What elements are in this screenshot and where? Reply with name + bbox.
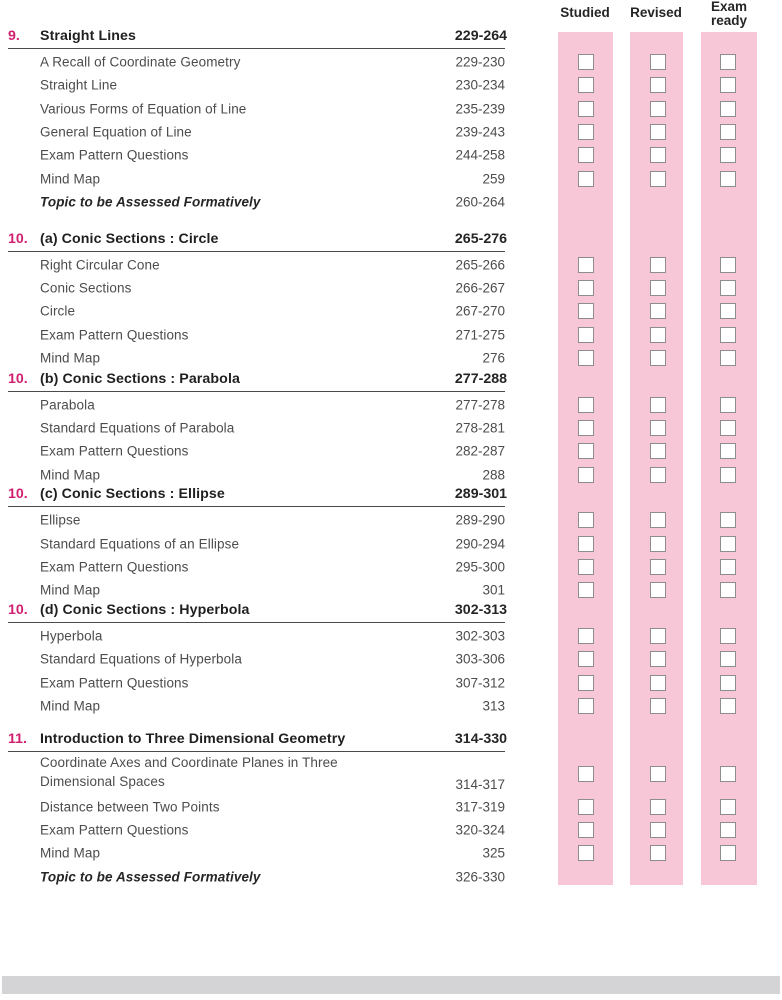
studied-checkbox[interactable]: [578, 303, 594, 319]
item-title: General Equation of Line: [40, 124, 192, 140]
revised-checkbox[interactable]: [650, 582, 666, 598]
toc-item-row: [0, 440, 782, 463]
item-pages: 239-243: [455, 124, 505, 140]
item-title: Circle: [40, 303, 76, 319]
item-pages: 230-234: [455, 77, 505, 93]
studied-checkbox[interactable]: [578, 512, 594, 528]
item-title: Mind Map: [40, 698, 101, 714]
revised-checkbox[interactable]: [650, 443, 666, 459]
item-pages: 276: [482, 350, 505, 366]
section-title: (c) Conic Sections : Ellipse: [40, 486, 225, 503]
item-title: Exam Pattern Questions: [40, 559, 189, 575]
exam-ready-checkbox[interactable]: [720, 628, 736, 644]
revised-checkbox[interactable]: [650, 77, 666, 93]
section-items: [0, 392, 782, 487]
toc-section: [0, 486, 782, 602]
studied-checkbox[interactable]: [578, 822, 594, 838]
revised-checkbox[interactable]: [650, 327, 666, 343]
toc-item-row: [0, 463, 782, 486]
column-header-revised: Revised: [630, 5, 682, 20]
revised-checkbox[interactable]: [650, 54, 666, 70]
item-title: Hyperbola: [40, 628, 103, 644]
section-number: 10.: [8, 601, 28, 618]
section-header-row: [8, 28, 505, 49]
revised-checkbox[interactable]: [650, 512, 666, 528]
revised-checkbox[interactable]: [650, 536, 666, 552]
toc-item-row: [0, 51, 782, 74]
toc-item-row: [0, 795, 782, 818]
section-header-row: [8, 231, 505, 252]
item-pages: 259: [482, 171, 505, 187]
studied-checkbox[interactable]: [578, 257, 594, 273]
item-title: Parabola: [40, 397, 95, 413]
section-header-row: [8, 486, 505, 507]
revised-checkbox[interactable]: [650, 822, 666, 838]
studied-checkbox[interactable]: [578, 845, 594, 861]
item-pages: 244-258: [455, 147, 505, 163]
studied-checkbox[interactable]: [578, 350, 594, 366]
section-pages: 229-264: [454, 28, 507, 44]
exam-ready-checkbox[interactable]: [720, 443, 736, 459]
section-number: 11.: [8, 730, 27, 747]
item-pages: 271-275: [455, 327, 505, 343]
item-pages: 289-290: [455, 512, 505, 528]
revised-checkbox[interactable]: [650, 698, 666, 714]
item-pages: 277-278: [455, 397, 505, 413]
item-pages: 266-267: [455, 280, 505, 296]
toc-item-row: [0, 416, 782, 439]
exam-ready-checkbox[interactable]: [720, 845, 736, 861]
toc-item-row: [0, 167, 782, 190]
item-title: Exam Pattern Questions: [40, 147, 189, 163]
exam-ready-checkbox[interactable]: [720, 54, 736, 70]
revised-checkbox[interactable]: [650, 101, 666, 117]
studied-checkbox[interactable]: [578, 766, 594, 782]
studied-checkbox[interactable]: [578, 628, 594, 644]
toc-section: [0, 28, 782, 214]
studied-checkbox[interactable]: [578, 101, 594, 117]
section-items: [0, 507, 782, 602]
item-title: Mind Map: [40, 350, 101, 366]
item-pages: 235-239: [455, 101, 505, 117]
exam-ready-checkbox[interactable]: [720, 327, 736, 343]
revised-checkbox[interactable]: [650, 467, 666, 483]
revised-checkbox[interactable]: [650, 845, 666, 861]
exam-ready-checkbox[interactable]: [720, 171, 736, 187]
footer-gray-bar: [2, 976, 780, 994]
studied-checkbox[interactable]: [578, 559, 594, 575]
studied-checkbox[interactable]: [578, 443, 594, 459]
toc-section: [0, 371, 782, 487]
toc-item-row: [0, 624, 782, 647]
exam-ready-checkbox[interactable]: [720, 280, 736, 296]
item-pages: 278-281: [455, 420, 505, 436]
item-pages: 302-303: [455, 628, 505, 644]
exam-ready-checkbox[interactable]: [720, 397, 736, 413]
exam-ready-checkbox[interactable]: [720, 420, 736, 436]
revised-checkbox[interactable]: [650, 257, 666, 273]
studied-checkbox[interactable]: [578, 327, 594, 343]
item-title: Mind Map: [40, 171, 101, 187]
section-pages: 265-276: [454, 230, 507, 247]
section-pages: 314-330: [454, 730, 507, 747]
exam-ready-checkbox[interactable]: [720, 257, 736, 273]
studied-checkbox[interactable]: [578, 420, 594, 436]
studied-checkbox[interactable]: [578, 467, 594, 483]
exam-ready-checkbox[interactable]: [720, 467, 736, 483]
toc-item-row: [0, 509, 782, 532]
toc-item-row: [0, 253, 782, 276]
revised-checkbox[interactable]: [650, 766, 666, 782]
item-pages: 313: [482, 698, 505, 714]
section-number: 10.: [8, 370, 28, 387]
toc-item-row: [0, 694, 782, 717]
exam-ready-checkbox[interactable]: [720, 559, 736, 575]
item-pages: 282-287: [455, 443, 505, 459]
toc-item-row: [0, 818, 782, 841]
toc-item-row: [0, 865, 782, 888]
section-items: [0, 752, 782, 889]
exam-ready-checkbox[interactable]: [720, 766, 736, 782]
revised-checkbox[interactable]: [650, 559, 666, 575]
revised-checkbox[interactable]: [650, 675, 666, 691]
item-title: Standard Equations of Parabola: [40, 420, 235, 436]
item-pages: 320-324: [455, 822, 505, 838]
item-title: Exam Pattern Questions: [40, 822, 189, 838]
toc-item-row: [0, 97, 782, 120]
exam-ready-checkbox[interactable]: [720, 651, 736, 667]
studied-checkbox[interactable]: [578, 651, 594, 667]
item-title: Topic to be Assessed Formatively: [40, 869, 261, 885]
item-title: Mind Map: [40, 845, 101, 861]
item-pages: 326-330: [455, 869, 505, 885]
toc-item-row: [0, 648, 782, 671]
section-items: [0, 252, 782, 370]
toc-item-row: [0, 671, 782, 694]
section-title: (d) Conic Sections : Hyperbola: [40, 601, 250, 618]
section-number: 9.: [8, 28, 20, 44]
item-title: Mind Map: [40, 582, 101, 598]
item-title: Various Forms of Equation of Line: [40, 101, 247, 117]
item-pages: 301: [482, 582, 505, 598]
exam-ready-checkbox[interactable]: [720, 147, 736, 163]
revised-checkbox[interactable]: [650, 124, 666, 140]
section-header-row: [8, 731, 505, 752]
studied-checkbox[interactable]: [578, 77, 594, 93]
exam-ready-checkbox[interactable]: [720, 582, 736, 598]
revised-checkbox[interactable]: [650, 171, 666, 187]
section-number: 10.: [8, 230, 28, 247]
revised-checkbox[interactable]: [650, 147, 666, 163]
toc-item-row: [0, 346, 782, 369]
studied-checkbox[interactable]: [578, 799, 594, 815]
toc-section: [0, 231, 782, 370]
toc-sections: [0, 28, 782, 888]
studied-checkbox[interactable]: [578, 54, 594, 70]
revised-checkbox[interactable]: [650, 350, 666, 366]
exam-ready-checkbox[interactable]: [720, 799, 736, 815]
item-pages: 267-270: [455, 303, 505, 319]
revised-checkbox[interactable]: [650, 628, 666, 644]
section-header-row: [8, 602, 505, 623]
exam-ready-checkbox[interactable]: [720, 698, 736, 714]
studied-checkbox[interactable]: [578, 171, 594, 187]
toc-item-row: [0, 74, 782, 97]
item-pages: 303-306: [455, 651, 505, 667]
item-pages: 295-300: [455, 559, 505, 575]
section-title: (a) Conic Sections : Circle: [40, 230, 219, 247]
item-title: Topic to be Assessed Formatively: [40, 194, 261, 210]
item-title: Straight Line: [40, 77, 118, 93]
studied-checkbox[interactable]: [578, 675, 594, 691]
item-pages: 307-312: [455, 675, 505, 691]
exam-ready-checkbox[interactable]: [720, 350, 736, 366]
revised-checkbox[interactable]: [650, 280, 666, 296]
toc-section: [0, 731, 782, 889]
item-title: Standard Equations of an Ellipse: [40, 536, 240, 552]
exam-ready-checkbox[interactable]: [720, 124, 736, 140]
item-title: Conic Sections: [40, 280, 132, 296]
revised-checkbox[interactable]: [650, 303, 666, 319]
studied-checkbox[interactable]: [578, 280, 594, 296]
section-title: Straight Lines: [40, 28, 136, 44]
item-pages: 265-266: [455, 257, 505, 273]
column-header-exam-ready: Exam ready: [710, 0, 748, 28]
revised-checkbox[interactable]: [650, 420, 666, 436]
section-items: [0, 623, 782, 718]
toc-item-row: [0, 300, 782, 323]
studied-checkbox[interactable]: [578, 147, 594, 163]
toc-item-row: [0, 842, 782, 865]
item-title: Distance between Two Points: [40, 799, 220, 815]
toc-section: [0, 602, 782, 718]
toc-item-row: [0, 753, 782, 795]
item-title: Ellipse: [40, 512, 81, 528]
exam-ready-checkbox[interactable]: [720, 512, 736, 528]
toc-item-row: [0, 144, 782, 167]
section-header-row: [8, 371, 505, 392]
item-pages: 317-319: [455, 799, 505, 815]
item-pages: 260-264: [455, 194, 505, 210]
exam-ready-checkbox[interactable]: [720, 675, 736, 691]
exam-ready-checkbox[interactable]: [720, 822, 736, 838]
item-title: Coordinate Axes and Coordinate Planes in Three Dimensional Spaces: [40, 755, 338, 789]
item-pages: 229-230: [455, 54, 505, 70]
item-pages: 290-294: [455, 536, 505, 552]
item-title: Standard Equations of Hyperbola: [40, 651, 242, 667]
section-items: [0, 49, 782, 214]
toc-item-row: [0, 532, 782, 555]
studied-checkbox[interactable]: [578, 582, 594, 598]
revised-checkbox[interactable]: [650, 651, 666, 667]
item-title: Exam Pattern Questions: [40, 675, 189, 691]
toc-item-row: [0, 323, 782, 346]
exam-ready-checkbox[interactable]: [720, 77, 736, 93]
item-pages: 325: [482, 845, 505, 861]
studied-checkbox[interactable]: [578, 124, 594, 140]
studied-checkbox[interactable]: [578, 698, 594, 714]
section-pages: 289-301: [454, 486, 507, 503]
toc-item-row: [0, 120, 782, 143]
section-pages: 277-288: [454, 370, 507, 387]
exam-ready-checkbox[interactable]: [720, 303, 736, 319]
studied-checkbox[interactable]: [578, 536, 594, 552]
toc-item-row: [0, 276, 782, 299]
item-title: Exam Pattern Questions: [40, 443, 189, 459]
item-pages: 288: [482, 467, 505, 483]
item-pages: 314-317: [455, 777, 505, 793]
section-title: (b) Conic Sections : Parabola: [40, 370, 240, 387]
item-title: Exam Pattern Questions: [40, 327, 189, 343]
toc-item-row: [0, 579, 782, 602]
item-title: Mind Map: [40, 467, 101, 483]
toc-item-row: [0, 190, 782, 213]
studied-checkbox[interactable]: [578, 397, 594, 413]
section-pages: 302-313: [454, 601, 507, 618]
exam-ready-checkbox[interactable]: [720, 536, 736, 552]
section-number: 10.: [8, 486, 28, 503]
item-title: Right Circular Cone: [40, 257, 160, 273]
revised-checkbox[interactable]: [650, 397, 666, 413]
exam-ready-checkbox[interactable]: [720, 101, 736, 117]
toc-item-row: [0, 393, 782, 416]
item-title: A Recall of Coordinate Geometry: [40, 54, 241, 70]
column-header-studied: Studied: [560, 5, 610, 20]
toc-item-row: [0, 555, 782, 578]
section-title: Introduction to Three Dimensional Geometry: [40, 730, 346, 747]
revised-checkbox[interactable]: [650, 799, 666, 815]
